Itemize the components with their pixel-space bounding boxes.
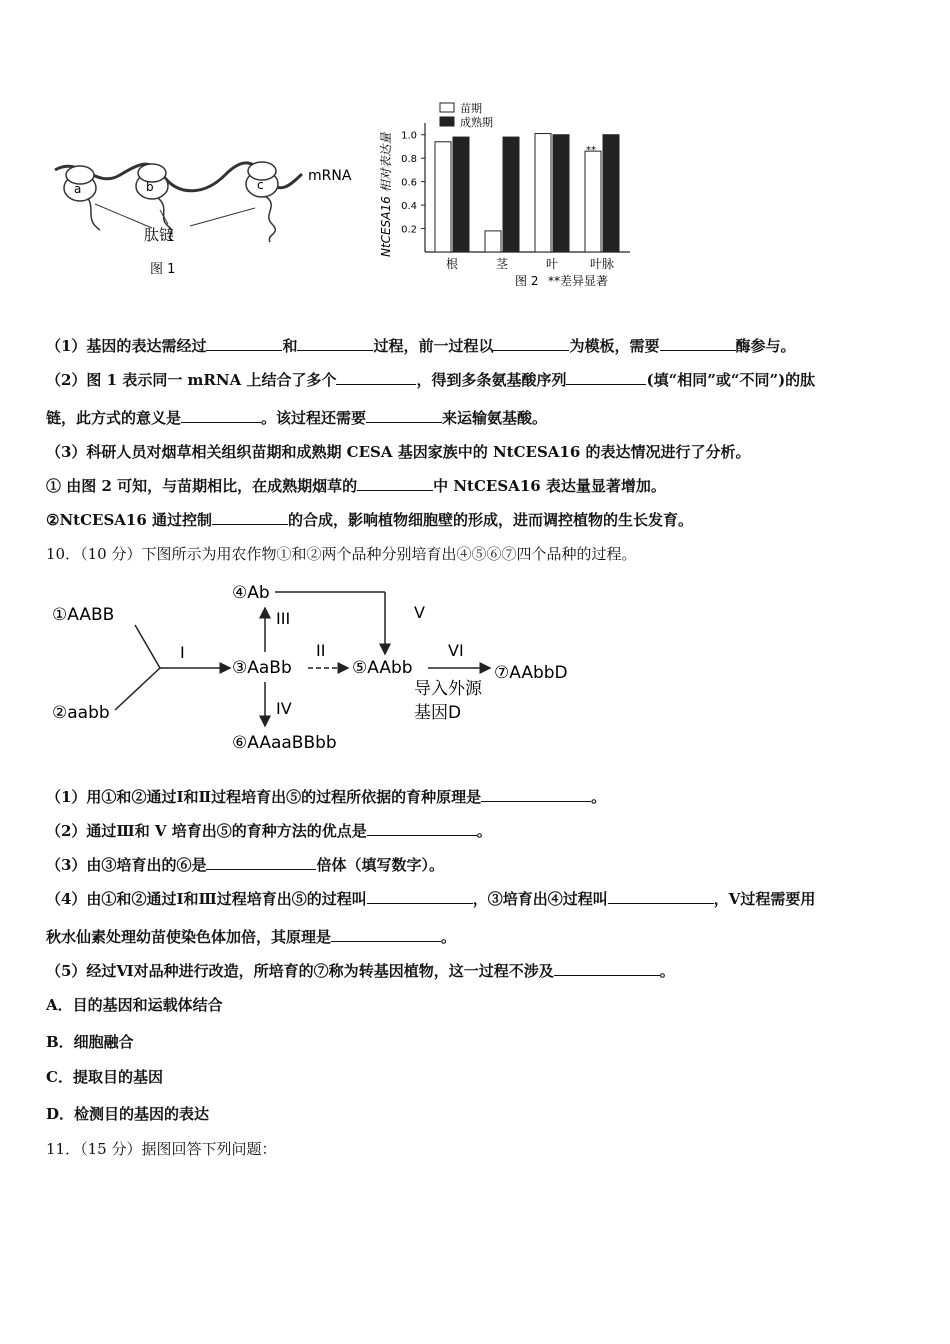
blank-5[interactable] (336, 370, 416, 385)
blank-7[interactable] (181, 408, 261, 423)
figure-2-note: **差异显著 (548, 274, 609, 288)
blank-13[interactable] (206, 855, 316, 870)
blank-11[interactable] (481, 787, 591, 802)
q10-part5 (46, 961, 675, 981)
figure-1 (40, 140, 370, 290)
q9-p2-f: 来运输氨基酸。 (442, 409, 548, 427)
blank-8[interactable] (366, 408, 442, 423)
q9-p3-1b: 中 NtCESA16 表达量显著增加。 (433, 477, 666, 495)
q11-title (46, 1139, 276, 1159)
blank-12[interactable] (367, 821, 477, 836)
q9-part2 (46, 370, 815, 390)
q10-p4e: 。 (441, 928, 457, 946)
node-6: ⑥AAaaBBbb (232, 733, 337, 753)
x-tick-label: 叶脉 (589, 257, 615, 271)
q10-p1b: 。 (591, 788, 607, 806)
node-3: ③AaBb (232, 658, 292, 678)
legend-seedling-label: 苗期 (460, 102, 482, 115)
figure-2-chart (370, 95, 640, 300)
step-2-label: II (316, 641, 326, 660)
y-tick-label: 0.2 (401, 224, 417, 236)
q9-p3-2a: ②NtCESA16 通过控制 (46, 511, 213, 529)
q10-p5b: 。 (659, 962, 675, 980)
q9-part3-1 (46, 476, 666, 496)
step-5-label: V (414, 603, 425, 622)
q10-part3 (46, 855, 444, 875)
node-4: ④Ab (232, 583, 270, 603)
step-6-label: VI (448, 641, 464, 660)
option-b[interactable] (46, 1032, 134, 1052)
node-5: ⑤AAbb (352, 658, 413, 678)
q11-title-text: 11．（15 分）据图回答下列问题： (46, 1140, 277, 1158)
blank-10[interactable] (212, 510, 288, 525)
q9-part1 (46, 336, 796, 356)
figure-1-caption: 图 1 (150, 262, 176, 277)
q9-p2-e: 。该过程还需要 (261, 409, 367, 427)
blank-15[interactable] (608, 889, 714, 904)
q9-p1-a: （1）基因的表达需经过 (46, 337, 207, 355)
q10-part2 (46, 821, 492, 841)
bar-seedling-1 (485, 231, 501, 252)
significance-mark: ** (586, 145, 596, 156)
blank-2[interactable] (297, 336, 373, 351)
option-c-text: C．提取目的基因 (46, 1068, 163, 1086)
x-ticks (446, 256, 614, 271)
node-1: ①AABB (52, 605, 115, 625)
q9-p1-c: 过程，前一过程以 (373, 337, 494, 355)
option-c[interactable] (46, 1067, 163, 1087)
q10-p4a: （4）由①和②通过Ⅰ和Ⅲ过程培育出⑤的过程叫 (46, 890, 367, 908)
legend-mature-swatch (440, 117, 454, 126)
q9-p1-b: 和 (282, 337, 298, 355)
ribosome-b-label: b (146, 180, 154, 194)
blank-6[interactable] (566, 370, 646, 385)
q10-p2a: （2）通过Ⅲ和 V 培育出⑤的育种方法的优点是 (46, 822, 367, 840)
option-d-text: D．检测目的基因的表达 (46, 1105, 210, 1123)
q9-p2-a: （2）图 1 表示同一 mRNA 上结合了多个 (46, 371, 337, 389)
q9-p3-2b: 的合成，影响植物细胞壁的形成，进而调控植物的生长发育。 (288, 511, 694, 529)
y-tick-label: 0.8 (401, 154, 417, 166)
blank-14[interactable] (367, 889, 473, 904)
q10-part4 (46, 889, 815, 909)
q9-part3 (46, 442, 751, 462)
x-tick-label: 根 (445, 257, 459, 271)
q9-p2-b: ，得到多条氨基酸序列 (416, 371, 567, 389)
q9-part3-2 (46, 510, 693, 530)
q9-p1-e: 酶参与。 (735, 337, 796, 355)
peptide-label: 肽链 (144, 226, 175, 244)
option-d[interactable] (46, 1104, 209, 1124)
mrna-label: mRNA (308, 168, 352, 184)
q10-p4b: ，③培育出④过程叫 (472, 890, 608, 908)
option-b-text: B．细胞融合 (46, 1033, 134, 1051)
q10-p2b: 。 (476, 822, 492, 840)
q9-p3-1a: ① 由图 2 可知，与苗期相比，在成熟期烟草的 (46, 477, 358, 495)
q10-title-text: 10．（10 分）下图所示为用农作物①和②两个品种分别培育出④⑤⑥⑦四个品种的过程。 (46, 545, 637, 563)
ribosome-a (64, 166, 100, 230)
node-2: ②aabb (52, 703, 110, 723)
node-7: ⑦AAbbD (494, 663, 568, 683)
legend-seedling-swatch (440, 103, 454, 112)
option-a[interactable] (46, 995, 223, 1015)
figure-2-caption: 图 2 (515, 274, 539, 288)
option-a-text: A．目的基因和运载体结合 (46, 996, 223, 1014)
x-tick-label: 叶 (545, 257, 559, 271)
bar-seedling-0 (435, 142, 451, 252)
bar-mature-0 (453, 137, 469, 252)
q10-part1 (46, 787, 606, 807)
blank-3[interactable] (493, 336, 569, 351)
y-ticks (401, 131, 425, 236)
ribosome-c (246, 162, 278, 242)
breeding-diagram (40, 570, 600, 760)
x-tick-label: 茎 (495, 257, 509, 271)
step-1-label: I (180, 643, 185, 662)
q10-p5a: （5）经过Ⅵ对品种进行改造，所培育的⑦称为转基因植物，这一过程不涉及 (46, 962, 554, 980)
bar-mature-3 (603, 135, 619, 252)
q10-p3a: （3）由③培育出的⑥是 (46, 856, 207, 874)
note-line-1: 导入外源 (414, 679, 482, 699)
q10-part4-cont (46, 927, 456, 947)
q10-p3b: 倍体（填写数字）。 (316, 856, 444, 874)
q9-p3: （3）科研人员对烟草相关组织苗期和成熟期 CESA 基因家族中的 NtCESA16 的表达情况进行了分析。 (46, 443, 751, 461)
blank-9[interactable] (357, 476, 433, 491)
note-line-2: 基因D (414, 703, 462, 723)
blank-4[interactable] (660, 336, 736, 351)
bar-seedling-3 (585, 151, 601, 252)
bar-mature-2 (553, 135, 569, 252)
y-tick-label: 0.6 (401, 177, 417, 189)
q10-title (46, 544, 636, 564)
legend-mature-label: 成熟期 (460, 116, 493, 129)
q9-p2-c: (填“相同”或“不同”)的肽 (646, 371, 816, 389)
q10-p4d: 秋水仙素处理幼苗使染色体加倍，其原理是 (46, 928, 332, 946)
blank-1[interactable] (206, 336, 282, 351)
blank-16[interactable] (331, 927, 441, 942)
blank-17[interactable] (554, 961, 660, 976)
q9-part2-cont (46, 408, 547, 428)
step-4-label: IV (276, 699, 292, 718)
bar-seedling-2 (535, 134, 551, 252)
step-3-label: III (276, 609, 291, 628)
q9-p1-d: 为模板，需要 (569, 337, 660, 355)
bar-mature-1 (503, 137, 519, 252)
q9-p2-d: 链，此方式的意义是 (46, 409, 182, 427)
y-tick-label: 1.0 (401, 130, 417, 142)
q10-p4c: ，Ⅴ过程需要用 (713, 890, 816, 908)
q10-p1a: （1）用①和②通过Ⅰ和Ⅱ过程培育出⑤的过程所依据的育种原理是 (46, 788, 482, 806)
ribosome-c-label: c (257, 178, 264, 192)
ribosome-a-label: a (74, 182, 82, 196)
y-axis-label: NtCESA16 相对表达量 (379, 132, 393, 257)
y-tick-label: 0.4 (401, 201, 417, 213)
